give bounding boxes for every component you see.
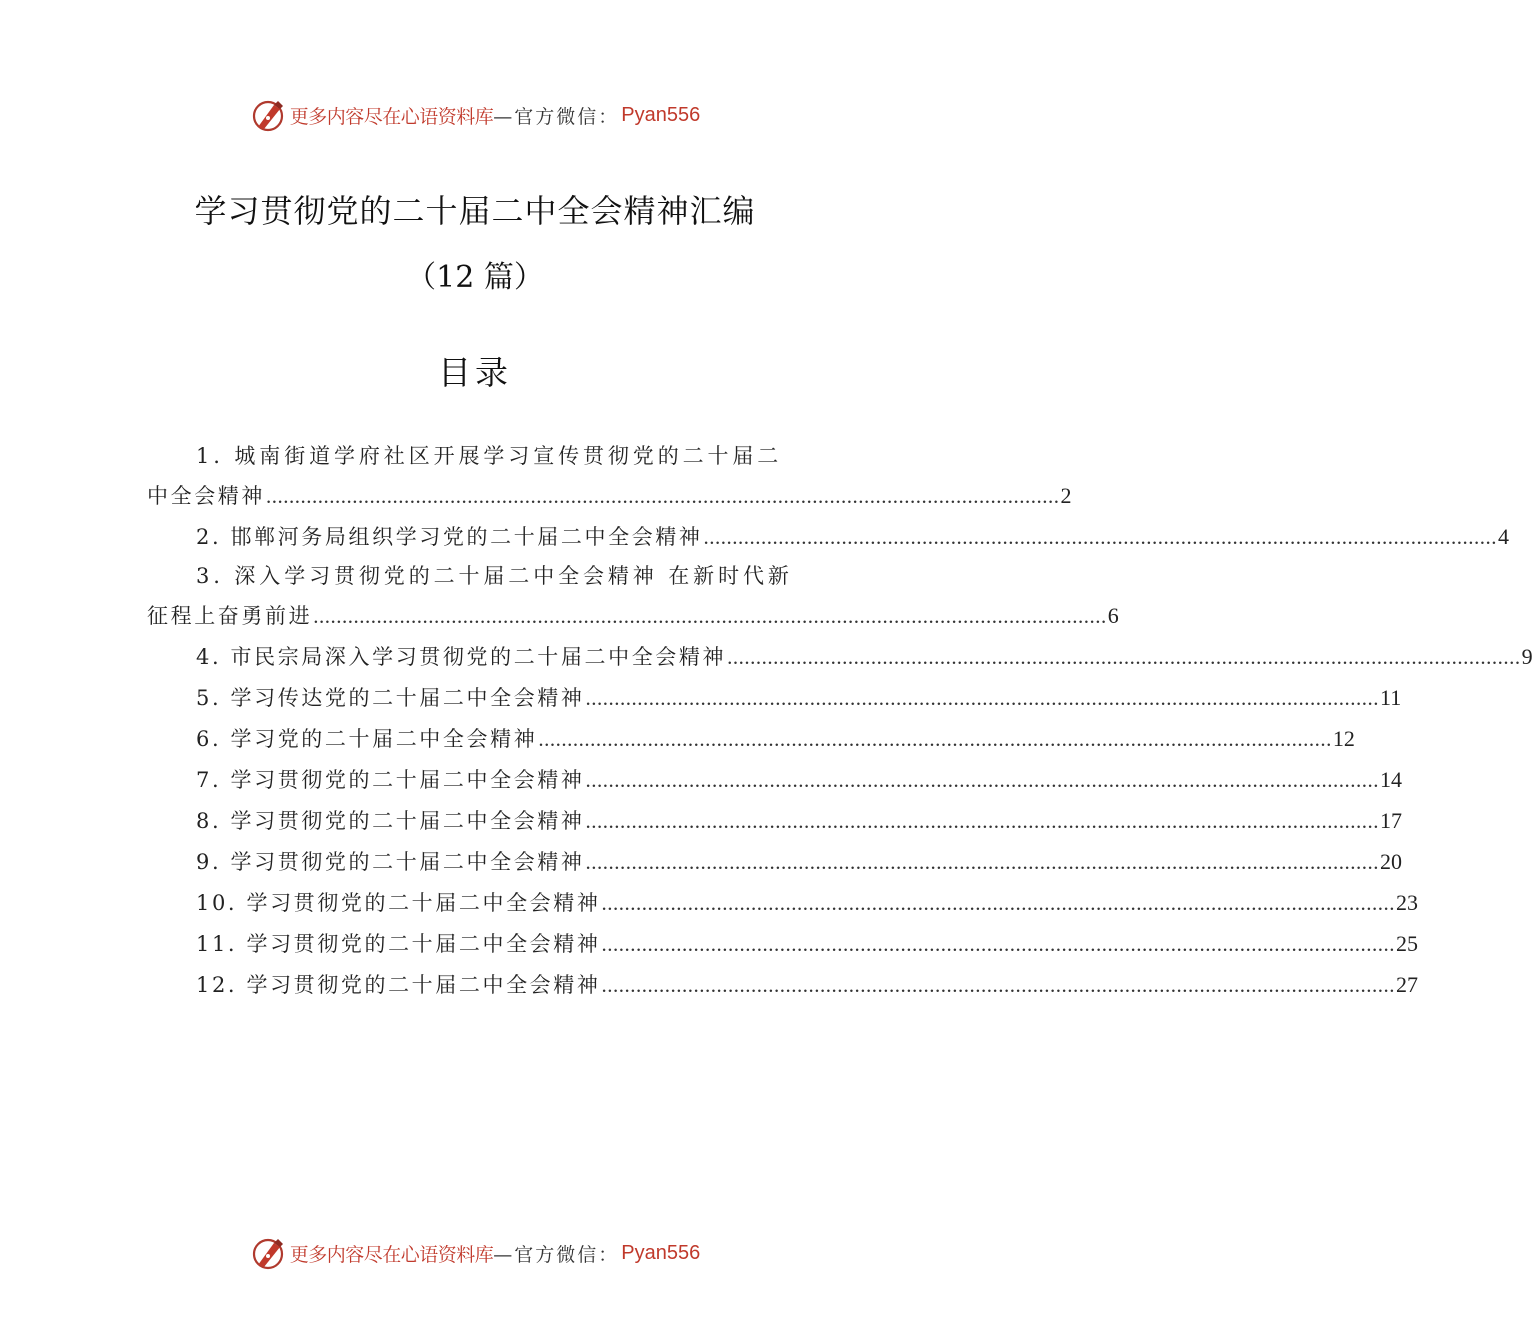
toc-leader-dots: .......................................................................................................................................... (585, 850, 1380, 874)
toc-leader-dots: .......................................................................................................................................... (601, 891, 1395, 915)
toc-leader-dots: .......................................................................................................................................... (601, 973, 1395, 997)
toc-entry-text: 征程上奋勇前进 (147, 604, 313, 628)
toc-entry-text: 4. 市民宗局深入学习贯彻党的二十届二中全会精神 (196, 645, 727, 669)
toc-entry-3-line-1[interactable] (147, 557, 805, 595)
toc-entry-text: 9. 学习贯彻党的二十届二中全会精神 (196, 850, 585, 874)
toc-entry-12[interactable] (147, 964, 1418, 1005)
banner-wechat-label: —官方微信： (493, 105, 620, 128)
toc-entry-text: 12. 学习贯彻党的二十届二中全会精神 (196, 973, 601, 997)
toc-entry-text: 6. 学习党的二十届二中全会精神 (196, 727, 538, 751)
toc-entry-10[interactable] (147, 882, 1418, 923)
toc-entry-text: 中全会精神 (147, 484, 265, 508)
toc-entry-5[interactable] (147, 677, 1402, 718)
toc-page-number: 23 (1395, 890, 1418, 915)
toc-leader-dots: .......................................................................................................................................... (266, 484, 1060, 508)
toc-leader-dots: .......................................................................................................................................... (703, 525, 1498, 549)
toc-page-number: 27 (1395, 972, 1418, 997)
toc-entry-text: 2. 邯郸河务局组织学习党的二十届二中全会精神 (196, 525, 703, 549)
pen-nib-logo-icon (250, 97, 286, 133)
toc-entry-text: 10. 学习贯彻党的二十届二中全会精神 (196, 891, 601, 915)
toc-entry-2[interactable] (147, 516, 1510, 557)
toc-page-number: 20 (1380, 849, 1403, 874)
toc-heading: 目录 (438, 353, 512, 392)
document-subtitle: （12 篇） (406, 260, 544, 295)
toc-leader-dots: .......................................................................................................................................... (585, 768, 1380, 792)
toc-page-number: 12 (1332, 726, 1355, 751)
toc-entry-4[interactable] (147, 636, 1533, 677)
toc-leader-dots: .......................................................................................................................................... (538, 727, 1332, 751)
toc-entry-text: 1. 城南街道学府社区开展学习宣传贯彻党的二十届二 (196, 444, 783, 468)
toc-page-number: 9 (1521, 644, 1533, 669)
toc-entry-text: 5. 学习传达党的二十届二中全会精神 (196, 686, 585, 710)
toc-page-number: 6 (1107, 603, 1119, 628)
toc-entry-text: 7. 学习贯彻党的二十届二中全会精神 (196, 768, 585, 792)
toc-page-number: 2 (1060, 483, 1072, 508)
toc-page-number: 11 (1380, 685, 1402, 710)
toc-entry-11[interactable] (147, 923, 1418, 964)
table-of-contents (147, 437, 1533, 1005)
toc-entry-9[interactable] (147, 841, 1403, 882)
banner-site-name: 更多内容尽在心语资料库 (289, 105, 494, 128)
toc-entry-text: 11. 学习贯彻党的二十届二中全会精神 (196, 932, 601, 956)
toc-page-number: 17 (1380, 808, 1403, 833)
banner-wechat-id: Pyan556 (621, 103, 701, 126)
toc-entry-7[interactable] (147, 759, 1403, 800)
document-title: 学习贯彻党的二十届二中全会精神汇编 (194, 192, 756, 230)
toc-entry-1-line-1[interactable] (147, 437, 805, 475)
toc-leader-dots: .......................................................................................................................................... (727, 645, 1521, 669)
banner-site-name: 更多内容尽在心语资料库 (289, 1243, 494, 1266)
toc-entry-text: 3. 深入学习贯彻党的二十届二中全会精神 在新时代新 (196, 564, 793, 588)
toc-entry-8[interactable] (147, 800, 1403, 841)
banner-wechat-label: —官方微信： (493, 1243, 620, 1266)
pen-nib-logo-icon (250, 1235, 286, 1271)
toc-entry-1-line-2[interactable] (147, 475, 1072, 516)
banner-wechat-id: Pyan556 (621, 1241, 701, 1264)
toc-page-number: 25 (1395, 931, 1418, 956)
toc-leader-dots: .......................................................................................................................................... (313, 604, 1107, 628)
toc-page-number: 4 (1498, 524, 1510, 549)
toc-entry-3-line-2[interactable] (147, 595, 1119, 636)
header-banner (0, 95, 950, 135)
footer-banner (0, 1233, 950, 1273)
toc-leader-dots: .......................................................................................................................................... (585, 809, 1380, 833)
toc-leader-dots: .......................................................................................................................................... (585, 686, 1380, 710)
toc-entry-6[interactable] (147, 718, 1355, 759)
toc-leader-dots: .......................................................................................................................................... (601, 932, 1395, 956)
toc-entry-text: 8. 学习贯彻党的二十届二中全会精神 (196, 809, 585, 833)
toc-page-number: 14 (1380, 767, 1403, 792)
